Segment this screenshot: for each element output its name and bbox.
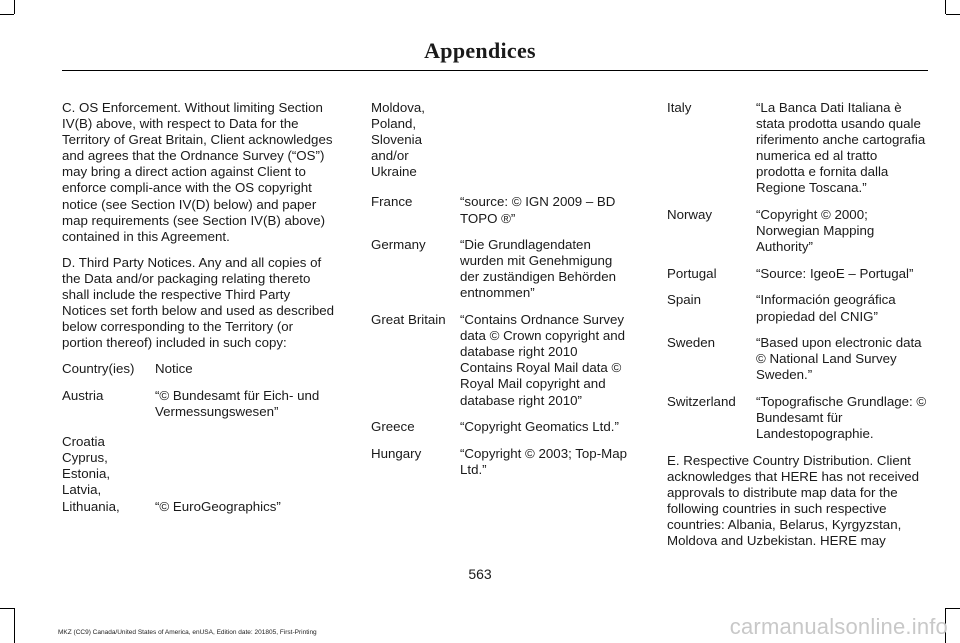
notice-cell: “La Banca Dati Italiana è stata prodotta usando quale riferimento anche cartografia numerica ed al tratto prodotta e fornita dalla Regione Toscana.” <box>756 100 926 196</box>
table-row <box>667 266 929 282</box>
paragraph-country-distribution: E. Respective Country Distribution. Client acknowledges that HERE has not received approvals to distribute map data for the following countries in such respective countries: Albania, Belarus, Kyrgyzstan, Moldova and Uzbekistan. HERE may <box>667 452 920 549</box>
notice-cell: “Información geográfica propiedad del CNIG” <box>756 292 896 324</box>
country-cell: Sweden <box>667 335 716 351</box>
paragraph-third-party-notices: D. Third Party Notices. Any and all copies of the Data and/or packaging relating thereto shall include the respective Third Party Notices set forth below and used as described below corresponding to the Territory (or portion thereof) included in such copy: <box>62 254 335 351</box>
column-3 <box>667 100 929 549</box>
country-name: Poland, <box>371 116 417 132</box>
table-row <box>667 100 929 197</box>
country-cell: Hungary <box>371 445 422 461</box>
country-name: Moldova, <box>371 100 425 115</box>
country-cell: Greece <box>371 419 415 435</box>
country-name: Lithuania, <box>62 498 120 514</box>
watermark: carmanualsonline.info <box>729 614 948 639</box>
table-row <box>667 207 929 255</box>
notice-cell: “Source: IgeoE – Portugal” <box>756 265 914 281</box>
notice-cell: “Die Grundlagendaten wurden mit Genehmigung der zuständigen Behörden entnommen” <box>460 237 616 301</box>
crop-mark <box>0 14 14 15</box>
table-row <box>371 312 633 409</box>
table-row <box>62 434 334 514</box>
crop-mark <box>0 608 14 609</box>
edition-footer: MKZ (CC9) Canada/United States of America, enUSA, Edition date: 201805, First-Printing <box>58 629 317 636</box>
country-name: and/or <box>371 148 409 164</box>
table-row <box>371 100 633 180</box>
country-name: Croatia <box>62 434 105 450</box>
table-row <box>667 335 929 383</box>
table-row <box>667 394 929 442</box>
country-cell: Germany <box>371 237 426 253</box>
country-cell: France <box>371 194 413 210</box>
crop-mark <box>945 0 946 14</box>
crop-mark <box>946 608 960 609</box>
table-row <box>371 419 633 435</box>
notice-cell: “Copyright © 2000; Norwegian Mapping Authority” <box>756 207 875 255</box>
crop-mark <box>946 14 960 15</box>
country-name: Latvia, <box>62 482 102 498</box>
country-cell <box>62 434 155 514</box>
notice-cell: “Copyright Geomatics Ltd.” <box>460 419 619 435</box>
notice-cell: “© Bundesamt für Eich- und Vermessungswesen” <box>155 388 320 420</box>
notice-cell: “Topografische Grundlage: © Bundesamt für Landestopographie. <box>756 393 927 442</box>
table-row <box>371 194 633 226</box>
table-row <box>667 292 929 324</box>
page-number: 563 <box>468 566 492 582</box>
notice-cell: “Based upon electronic data © National Land Survey Sweden.” <box>756 335 922 383</box>
country-name: Cyprus, <box>62 450 108 466</box>
country-cell: Italy <box>667 100 692 115</box>
notice-cell <box>460 100 633 180</box>
notice-cell: “Copyright © 2003; Top-Map Ltd.” <box>460 445 627 477</box>
country-cell: Portugal <box>667 265 717 281</box>
column-header-country: Country(ies) <box>62 361 135 377</box>
table-header-row <box>62 361 334 377</box>
column-2 <box>371 100 633 488</box>
country-cell: Spain <box>667 292 702 308</box>
table-row <box>62 388 334 420</box>
table-row <box>371 237 633 301</box>
page-title: Appendices <box>424 38 536 63</box>
country-cell: Austria <box>62 388 104 403</box>
header-rule <box>62 70 928 71</box>
notice-cell: “© EuroGeographics” <box>155 498 281 514</box>
crop-mark <box>14 0 15 14</box>
country-cell <box>371 100 460 180</box>
notice-cell: “Contains Ordnance Survey data © Crown copyright and database right 2010 Contains Royal Mail data © Royal Mail copyright and database right 2010” <box>460 312 626 408</box>
crop-mark <box>14 608 15 643</box>
country-cell: Norway <box>667 207 713 223</box>
table-row <box>371 446 633 478</box>
notice-cell: “source: © IGN 2009 – BD TOPO ®” <box>460 194 616 226</box>
country-name: Ukraine <box>371 164 417 180</box>
column-1 <box>62 100 334 525</box>
country-cell: Great Britain <box>371 312 446 328</box>
country-cell: Switzerland <box>667 393 736 409</box>
column-header-notice: Notice <box>155 361 193 377</box>
paragraph-os-enforcement: C. OS Enforcement. Without limiting Section IV(B) above, with respect to Data for the Territory of Great Britain, Client acknowledges and agrees that the Ordnance Survey (“OS”) may bring a direct action against Client to enforce compli-ance with the OS copyright notice (see Section IV(D) below) and paper map requirements (see Section IV(B) above) contained in this Agreement. <box>62 100 333 244</box>
country-name: Estonia, <box>62 466 111 482</box>
country-name: Slovenia <box>371 132 423 148</box>
